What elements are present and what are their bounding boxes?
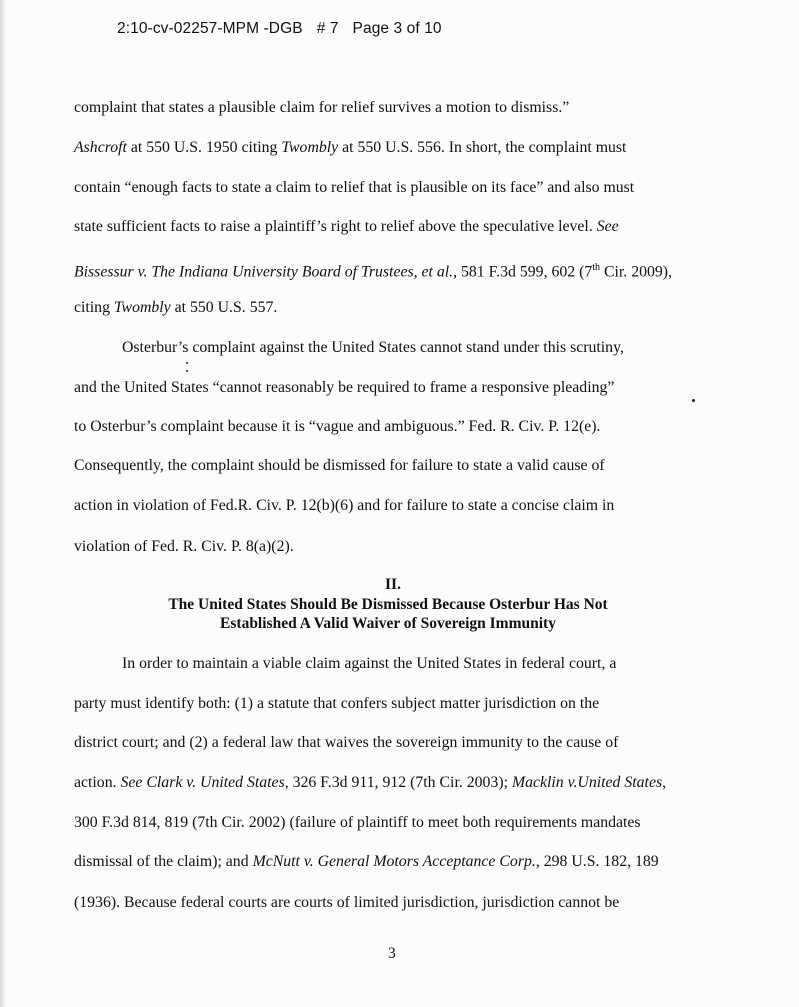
page-label: Page 3 of 10 xyxy=(352,20,442,37)
body-line-14: party must identify both: (1) a statute that confers subject matter jurisdiction on the xyxy=(74,695,600,712)
scan-speck xyxy=(692,399,695,402)
body-line-19: (1936). Because federal courts are courts of limited jurisdiction, jurisdiction cannot be xyxy=(74,894,620,911)
case-number: 2:10-cv-02257-MPM -DGB xyxy=(117,20,303,37)
section-title-line-2: Established A Valid Waiver of Sovereign Immunity xyxy=(220,615,556,632)
signal-word: See xyxy=(596,218,619,235)
body-line-5: Bissessur v. The Indiana University Board of Trustees, et al., 581 F.3d 599, 602 (7th Cir. 2009), xyxy=(74,262,673,281)
scan-speck xyxy=(186,362,188,364)
case-citation: Macklin v.United States xyxy=(511,774,663,791)
page-number: 3 xyxy=(388,945,396,962)
scan-speck xyxy=(186,370,188,372)
body-line-4: state sufficient facts to raise a plaintiff’s right to relief above the speculative level. See xyxy=(74,218,619,235)
case-citation: Twombly xyxy=(281,139,339,156)
body-line-7: Osterbur’s complaint against the United States cannot stand under this scrutiny, xyxy=(122,339,624,356)
body-line-11: action in violation of Fed.R. Civ. P. 12(b)(6) and for failure to state a concise claim in xyxy=(74,497,615,514)
body-line-1: complaint that states a plausible claim for relief survives a motion to dismiss.” xyxy=(74,99,570,116)
case-citation: Bissessur v. The Indiana University Board of Trustees, et al. xyxy=(74,263,454,281)
scan-edge-shadow xyxy=(0,0,6,1007)
case-citation: Twombly xyxy=(113,299,171,316)
case-citation: McNutt v. General Motors Acceptance Corp. xyxy=(252,853,536,870)
document-number: # 7 xyxy=(316,20,339,37)
body-line-9: to Osterbur’s complaint because it is “vague and ambiguous.” Fed. R. Civ. P. 12(e). xyxy=(74,418,601,435)
section-title-line-1: The United States Should Be Dismissed Because Osterbur Has Not xyxy=(168,596,608,613)
section-number: II. xyxy=(385,576,401,593)
body-line-16: action. See Clark v. United States, 326 F.3d 911, 912 (7th Cir. 2003); Macklin v.United States, xyxy=(74,774,667,791)
body-line-3: contain “enough facts to state a claim to relief that is plausible on its face” and also must xyxy=(74,179,635,196)
court-filing-header xyxy=(117,20,456,38)
body-line-10: Consequently, the complaint should be dismissed for failure to state a valid cause of xyxy=(74,457,605,474)
body-line-12: violation of Fed. R. Civ. P. 8(a)(2). xyxy=(74,538,294,555)
body-line-18: dismissal of the claim); and McNutt v. General Motors Acceptance Corp., 298 U.S. 182, 189 xyxy=(74,853,659,870)
body-line-15: district court; and (2) a federal law that waives the sovereign immunity to the cause of xyxy=(74,734,619,751)
body-line-8: and the United States “cannot reasonably be required to frame a responsive pleading” xyxy=(74,379,615,396)
body-line-6: citing Twombly at 550 U.S. 557. xyxy=(74,299,278,316)
body-line-2: Ashcroft at 550 U.S. 1950 citing Twombly at 550 U.S. 556. In short, the complaint must xyxy=(74,139,627,156)
case-citation: Ashcroft xyxy=(74,139,127,156)
body-line-17: 300 F.3d 814, 819 (7th Cir. 2002) (failure of plaintiff to meet both requirements mandates xyxy=(74,814,641,831)
case-citation: See Clark v. United States xyxy=(120,774,285,791)
body-line-13: In order to maintain a viable claim against the United States in federal court, a xyxy=(122,655,617,672)
